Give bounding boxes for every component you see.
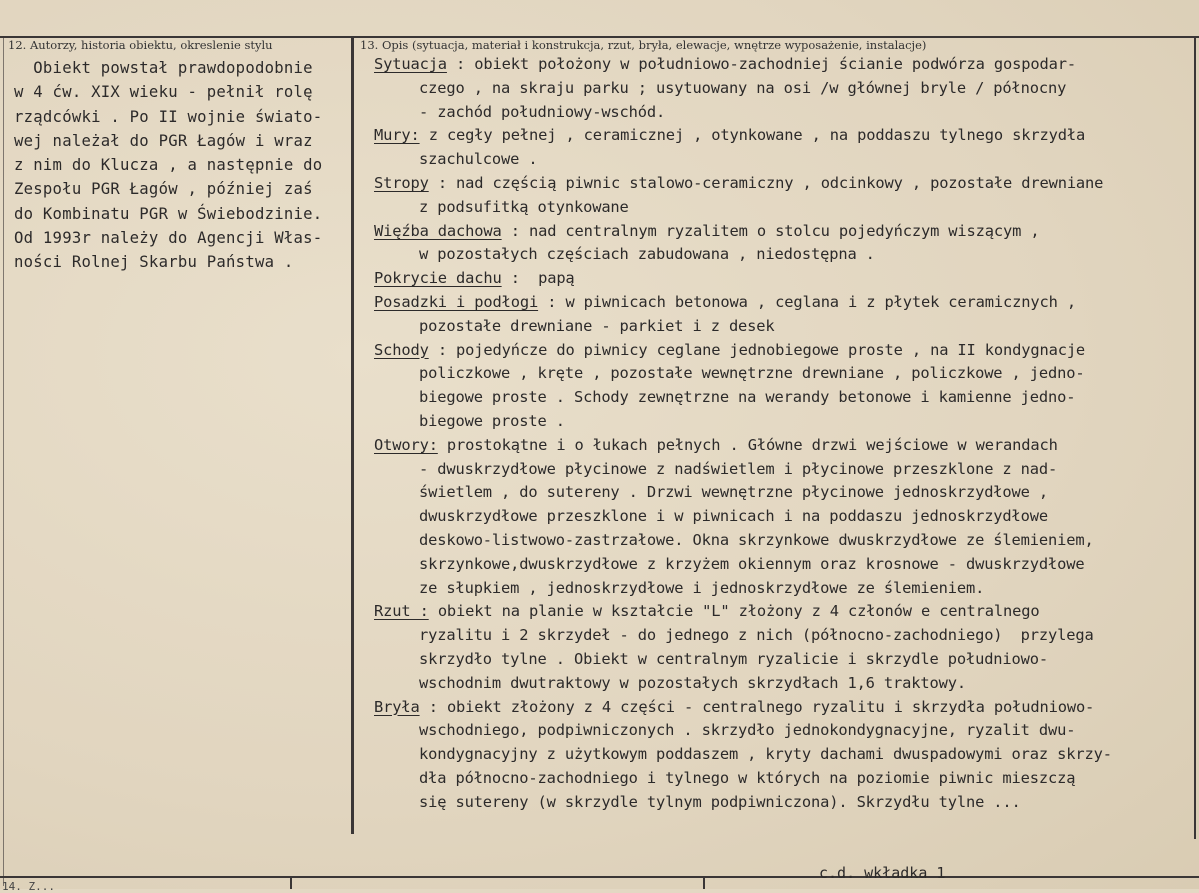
description-text-line [374, 315, 1194, 339]
description-text-line [374, 791, 1194, 815]
description-subsection-line [374, 600, 1194, 624]
subsection-title: Schody [374, 340, 429, 359]
description-text-line [374, 529, 1194, 553]
description-text-line [374, 648, 1194, 672]
subsection-text: biegowe proste . Schody zewnętrzne na werandy betonowe i kamienne jedno- [419, 388, 1076, 407]
subsection-text: wschodniego, podpiwniczonych . skrzydło jednokondygnacyjne, ryzalit dwu- [419, 721, 1076, 740]
subsection-text: obiekt na planie w kształcie "L" złożony z 4 członów e centralnego [428, 602, 1040, 621]
subsection-title: Posadzki i podłogi [374, 292, 539, 311]
subsection-text: ryzalitu i 2 skrzydeł - do jednego z nich (północno-zachodniego) przylega [419, 626, 1094, 645]
section-14-header-stub: 14. Z... [2, 880, 55, 893]
subsection-text: skrzydło tylne . Obiekt w centralnym ryzalicie i skrzydle południowo- [419, 649, 1049, 668]
subsection-text: : nad centralnym ryzalitem o stolcu pojedyńczym wiszącym , [501, 221, 1040, 240]
section-12-header: 12. Autorzy, historia obiektu, okreslenie stylu [8, 38, 273, 52]
history-text-line: z nim do Klucza , a następnie do [14, 156, 323, 175]
history-text-line: do Kombinatu PGR w Świebodzinie. [14, 204, 323, 223]
subsection-title: Mury: [374, 126, 420, 145]
description-text-line [374, 719, 1194, 743]
description-subsection-line [374, 339, 1194, 363]
column-divider [351, 36, 354, 834]
subsection-text: dwuskrzydłowe przeszklone i w piwnicach i na poddaszu jednoskrzydłowe [419, 507, 1049, 526]
history-text-line: rządcówki . Po II wojnie świato- [14, 107, 323, 126]
subsection-text: : obiekt złożony z 4 części - centralnego ryzalitu i skrzydła południowo- [419, 697, 1095, 716]
description-text-line [374, 743, 1194, 767]
description-text-line [374, 505, 1194, 529]
left-border [3, 36, 4, 886]
description-text-line [374, 458, 1194, 482]
history-text-line: Od 1993r należy do Agencji Włas- [14, 229, 323, 248]
history-text-line: w 4 ćw. XIX wieku - pełnił rolę [14, 83, 313, 102]
subsection-text: skrzynkowe,dwuskrzydłowe z krzyżem okiennym oraz krosnowe - dwuskrzydłowe [419, 554, 1085, 573]
subsection-text: : papą [501, 269, 575, 288]
description-text-line [374, 481, 1194, 505]
description-text-line [374, 101, 1194, 125]
bottom-rule [0, 876, 1199, 878]
subsection-title: Otwory: [374, 435, 438, 454]
subsection-text: ze słupkiem , jednoskrzydłowe i jednoskrzydłowe ze ślemieniem. [419, 578, 985, 597]
description-subsection-line [374, 291, 1194, 315]
subsection-text: wschodnim dwutraktowy w pozostałych skrzydłach 1,6 traktowy. [419, 673, 966, 692]
section-13-body [374, 53, 1194, 815]
description-subsection-line [374, 220, 1194, 244]
subsection-text: czego , na skraju parku ; usytuowany na osi /w głównej bryle / północny [419, 78, 1067, 97]
subsection-text: z podsufitką otynkowane [419, 197, 629, 216]
subsection-text: dła północno-zachodniego i tylnego w których na poziomie piwnic mieszczą [419, 768, 1076, 787]
subsection-title: Stropy [374, 173, 429, 192]
continuation-note: c.d. wkładka 1 [819, 864, 946, 882]
description-subsection-line [374, 696, 1194, 720]
description-text-line [374, 672, 1194, 696]
subsection-text: się sutereny (w skrzydle tylnym podpiwniczona). Skrzydłu tylne ... [419, 792, 1021, 811]
subsection-title: Sytuacja [374, 55, 447, 73]
subsection-title: Bryła [374, 697, 420, 716]
bottom-divider-2 [703, 876, 705, 889]
subsection-text: z cegły pełnej , ceramicznej , otynkowane , na poddaszu tylnego skrzydła [419, 126, 1086, 145]
history-text-line: Obiekt powstał prawdopodobnie [14, 59, 313, 77]
section-13-header: 13. Opis (sytuacja, materiał i konstrukcja, rzut, bryła, elewacje, wnętrze wyposażenie, instalacje) [360, 38, 927, 52]
history-text-line: ności Rolnej Skarbu Państwa . [14, 253, 294, 272]
subsection-text: : obiekt położony w południowo-zachodniej ścianie podwórza gospodar- [446, 55, 1076, 73]
subsection-text: deskowo-listwowo-zastrzałowe. Okna skrzynkowe dwuskrzydłowe ze ślemieniem, [419, 530, 1094, 549]
description-text-line [374, 553, 1194, 577]
section-12-body [14, 56, 349, 275]
description-subsection-line [374, 267, 1194, 291]
history-text-line: Zespołu PGR Łagów , później zaś [14, 180, 313, 199]
description-text-line [374, 243, 1194, 267]
subsection-text: : pojedyńcze do piwnicy ceglane jednobiegowe proste , na II kondygnacje [428, 340, 1086, 359]
description-text-line [374, 148, 1194, 172]
subsection-text: : nad częścią piwnic stalowo-ceramiczny , odcinkowy , pozostałe drewniane [428, 173, 1104, 192]
subsection-text: w pozostałych częściach zabudowana , niedostępna . [419, 245, 875, 264]
subsection-text: kondygnacyjny z użytkowym poddaszem , kryty dachami dwuspadowymi oraz skrzy- [419, 745, 1112, 764]
description-text-line [374, 624, 1194, 648]
subsection-title: Pokrycie dachu [374, 269, 502, 288]
description-subsection-line [374, 53, 1194, 77]
description-text-line [374, 410, 1194, 434]
description-text-line [374, 386, 1194, 410]
description-text-line [374, 767, 1194, 791]
history-text-line: wej należał do PGR Łagów i wraz [14, 131, 313, 150]
description-subsection-line [374, 434, 1194, 458]
subsection-text: policzkowe , kręte , pozostałe wewnętrzne drewniane , policzkowe , jedno- [419, 364, 1085, 383]
subsection-title: Więźba dachowa [374, 221, 502, 240]
description-text-line [374, 577, 1194, 601]
description-subsection-line [374, 124, 1194, 148]
subsection-text: prostokątne i o łukach pełnych . Główne drzwi wejściowe w werandach [437, 435, 1058, 454]
subsection-text: świetlem , do sutereny . Drzwi wewnętrzne płycinowe jednoskrzydłowe , [419, 483, 1049, 502]
subsection-text: - dwuskrzydłowe płycinowe z nadświetlem i płycinowe przeszklone z nad- [419, 459, 1058, 478]
subsection-title: Rzut : [374, 602, 429, 621]
description-subsection-line [374, 172, 1194, 196]
subsection-text: pozostałe drewniane - parkiet i z desek [419, 316, 775, 335]
description-text-line [374, 77, 1194, 101]
subsection-text: : w piwnicach betonowa , ceglana i z płytek ceramicznych , [538, 292, 1076, 311]
subsection-text: - zachód południowy-wschód. [419, 102, 666, 121]
subsection-text: biegowe proste . [419, 411, 565, 430]
description-text-line [374, 362, 1194, 386]
subsection-text: szachulcowe . [419, 150, 538, 169]
bottom-divider-1 [290, 876, 292, 889]
description-text-line [374, 196, 1194, 220]
right-border [1194, 36, 1196, 839]
